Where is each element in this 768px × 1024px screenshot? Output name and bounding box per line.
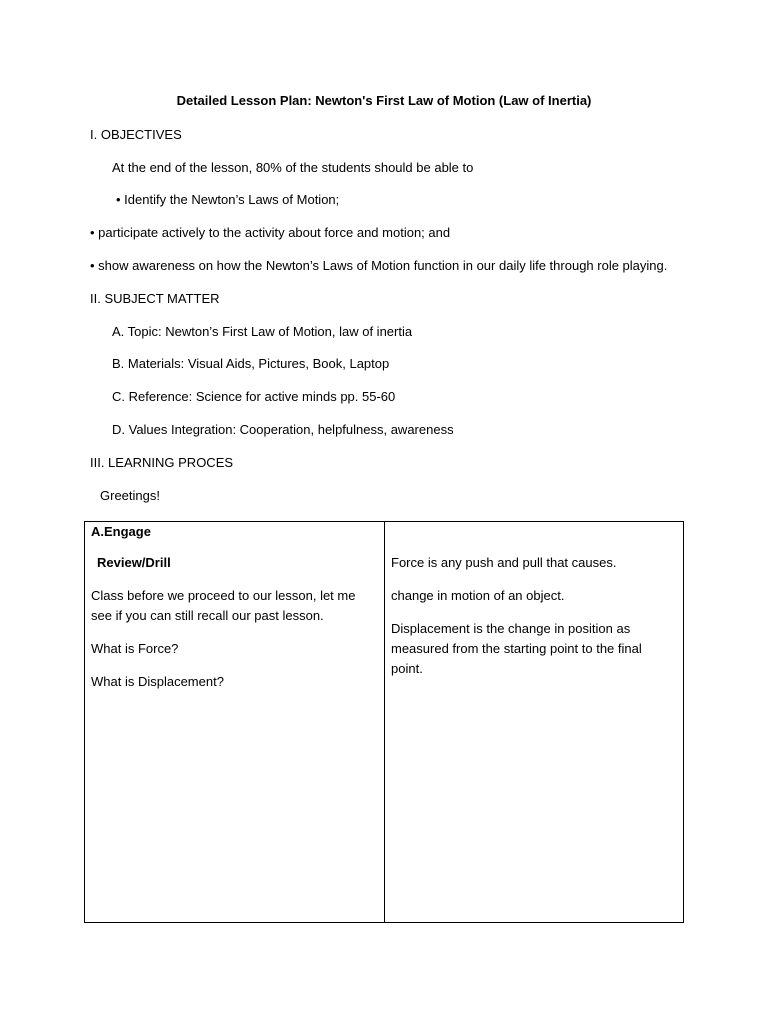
subject-topic: A. Topic: Newton’s First Law of Motion, law of inertia bbox=[112, 324, 413, 339]
answer-force-line1: Force is any push and pull that causes. bbox=[391, 555, 617, 570]
document-title: Detailed Lesson Plan: Newton's First Law of Motion (Law of Inertia) bbox=[176, 93, 592, 108]
objective-item-2: • participate actively to the activity about force and motion; and bbox=[90, 225, 451, 240]
subject-materials: B. Materials: Visual Aids, Pictures, Book, Laptop bbox=[112, 356, 390, 371]
answer-displacement: Displacement is the change in position as measured from the starting point to the final point. bbox=[391, 621, 642, 676]
engage-heading: A.Engage bbox=[91, 524, 151, 539]
review-intro-text: Class before we proceed to our lesson, let me see if you can still recall our past lesson. bbox=[91, 588, 356, 623]
answer-force-line2: change in motion of an object. bbox=[391, 588, 565, 603]
question-force: What is Force? bbox=[91, 641, 179, 656]
objective-item-3: • show awareness on how the Newton’s Laws of Motion function in our daily life through role playing. bbox=[90, 258, 668, 273]
objectives-intro: At the end of the lesson, 80% of the students should be able to bbox=[112, 160, 474, 175]
lesson-table bbox=[84, 521, 684, 923]
subject-matter-heading: II. SUBJECT MATTER bbox=[90, 291, 220, 306]
objectives-heading: I. OBJECTIVES bbox=[90, 127, 182, 142]
question-displacement: What is Displacement? bbox=[91, 674, 224, 689]
subject-reference: C. Reference: Science for active minds pp. 55-60 bbox=[112, 389, 396, 404]
table-column-divider bbox=[384, 522, 385, 922]
review-drill-subheading: Review/Drill bbox=[97, 555, 171, 570]
greetings-text: Greetings! bbox=[100, 488, 160, 503]
learning-process-heading: III. LEARNING PROCES bbox=[90, 455, 234, 470]
objective-item-1: • Identify the Newton’s Laws of Motion; bbox=[116, 192, 340, 207]
subject-values: D. Values Integration: Cooperation, helpfulness, awareness bbox=[112, 422, 454, 437]
